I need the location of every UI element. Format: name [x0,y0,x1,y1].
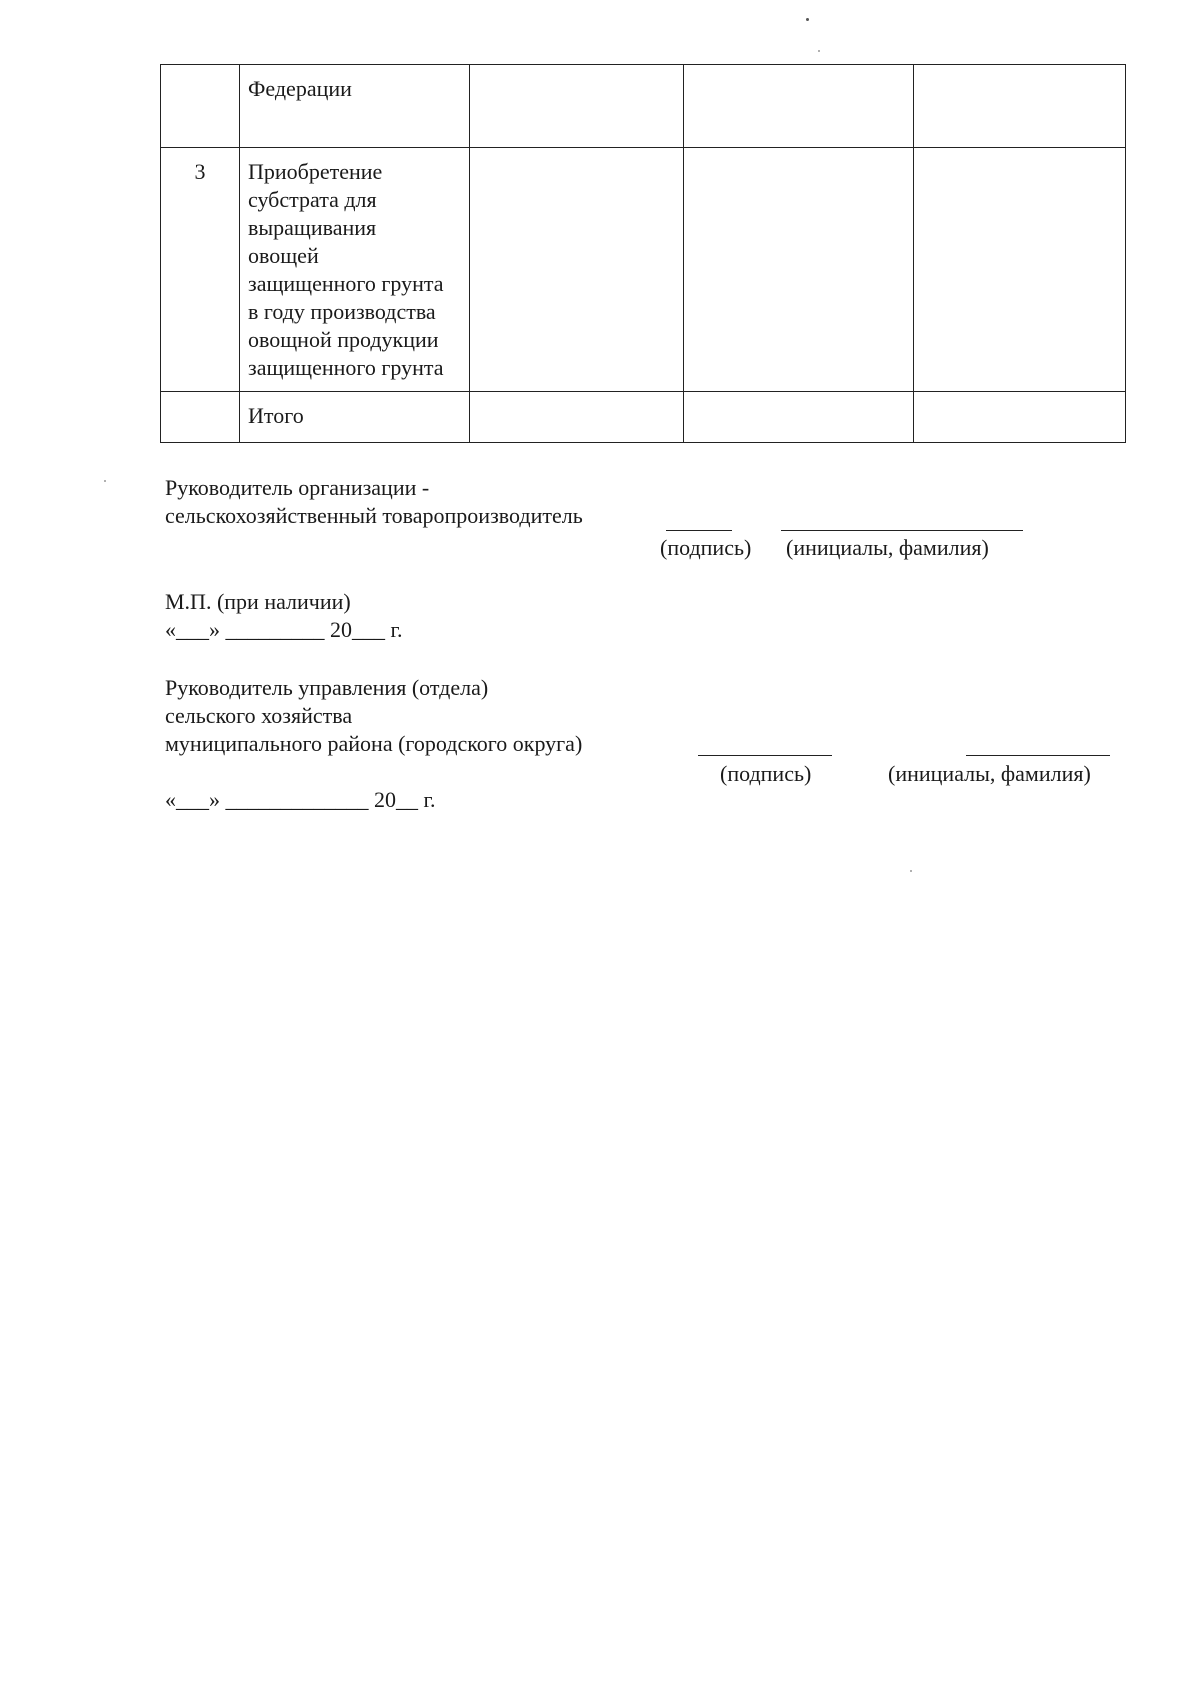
row-description: Федерации [248,76,352,101]
value-cell[interactable] [684,148,914,392]
org-head-title-line1: Руководитель организации - [165,475,430,500]
org-head-signature-line[interactable] [666,530,732,531]
value-cell[interactable] [914,65,1126,148]
value-cell[interactable] [684,65,914,148]
org-head-signature-caption: (подпись) [660,535,752,560]
row-description: Приобретение субстрата для выращивания овощей защищенного грунта в году производства овощной продукции защищенного грунта [248,159,444,380]
dept-date-line[interactable]: «___» _____________ 20__ г. [165,787,436,812]
table-row-total [161,392,1126,443]
total-value-cell[interactable] [914,392,1126,443]
table-row [161,148,1126,392]
dept-head-signature-line[interactable] [698,755,832,756]
row-description-cell [240,65,470,148]
scan-speck [806,18,809,21]
dept-head-title-line1: Руководитель управления (отдела) [165,675,489,700]
dept-head-title-line2: сельского хозяйства [165,703,353,728]
org-head-name-caption: (инициалы, фамилия) [786,535,989,560]
scan-speck [818,50,820,52]
org-head-name-line[interactable] [781,530,1023,531]
dept-head-title-line3: муниципального района (городского округа) [165,731,583,756]
value-cell[interactable] [470,65,684,148]
total-value-cell[interactable] [470,392,684,443]
stamp-label: М.П. (при наличии) [165,589,351,614]
row-description-cell [240,392,470,443]
row-description-cell [240,148,470,392]
value-cell[interactable] [914,148,1126,392]
org-head-title-line2: сельскохозяйственный товаропроизводитель [165,503,583,528]
subsidy-table [160,64,1126,443]
row-number-cell: 3 [161,148,240,392]
dept-head-signature-caption: (подпись) [720,761,812,786]
row-number-cell [161,65,240,148]
scan-speck [104,480,106,482]
org-date-line[interactable]: «___» _________ 20___ г. [165,617,403,642]
dept-head-name-caption: (инициалы, фамилия) [888,761,1091,786]
dept-head-name-line[interactable] [966,755,1110,756]
total-label: Итого [248,403,304,428]
total-value-cell[interactable] [684,392,914,443]
value-cell[interactable] [470,148,684,392]
table-row [161,65,1126,148]
row-number-cell [161,392,240,443]
scan-speck [910,870,912,872]
